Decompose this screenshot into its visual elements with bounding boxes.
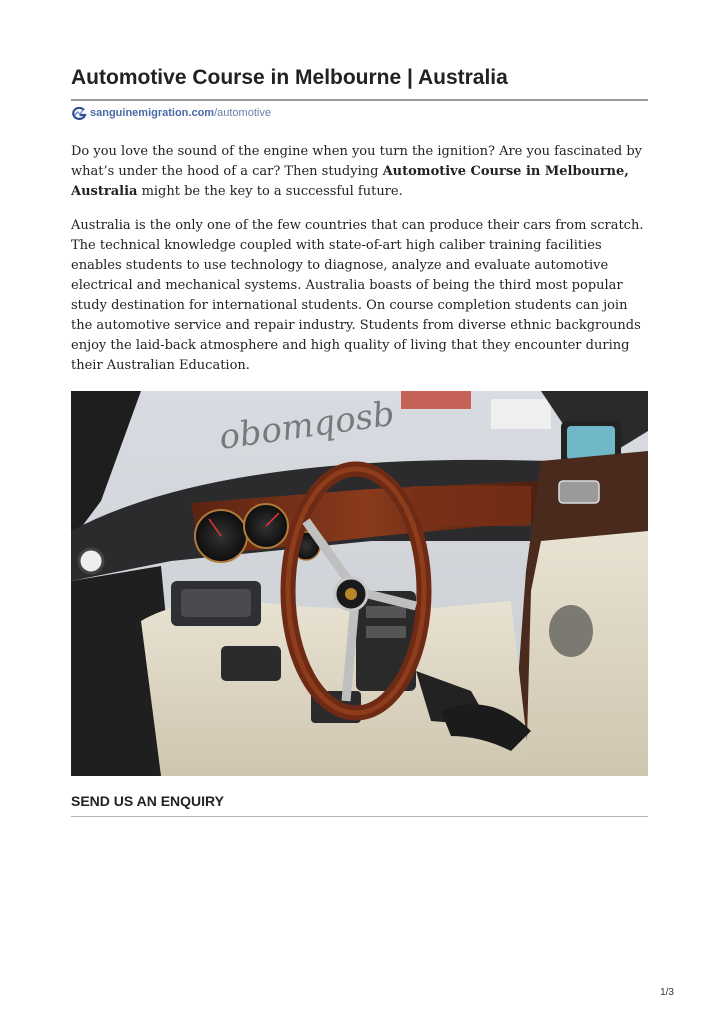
source-link[interactable] [71, 106, 271, 120]
source-domain: sanguinemigration.com [90, 107, 215, 119]
highlight-text: Automotive Course in Melbourne, Australia [71, 164, 629, 199]
windshield-reflection-text: obomqosb [216, 393, 397, 458]
enquiry-divider [71, 816, 648, 817]
body-paragraph: Australia is the only one of the few countries that can produce their cars from scratch. The technical knowledge coupled with state-of-art high caliber training facilities enables students to use technology to diagnose, analyze and evaluate automotive electrical and mechanical systems. Australia boasts of being the third most popular study destination for international students. On course completion students can join the automotive service and repair industry. Students from diverse ethnic backgrounds enjoy the laid-back atmosphere and high quality of living that they encounter during their Australian Education. [71, 218, 644, 373]
intro-paragraph: Do you love the sound of the engine when you turn the ignition? Are you fascinated by what’s under the hood of a car? Then studying Automotive Course in Melbourne, Australia might be the key to a successful future. [71, 144, 643, 199]
title-divider [71, 99, 648, 101]
source-path: /automotive [214, 107, 271, 119]
page-title: Automotive Course in Melbourne | Australia [71, 66, 508, 89]
car-interior-photo [71, 391, 648, 776]
page-number: 1/3 [660, 987, 674, 998]
site-logo-icon [71, 107, 87, 120]
enquiry-heading: SEND US AN ENQUIRY [71, 793, 224, 809]
